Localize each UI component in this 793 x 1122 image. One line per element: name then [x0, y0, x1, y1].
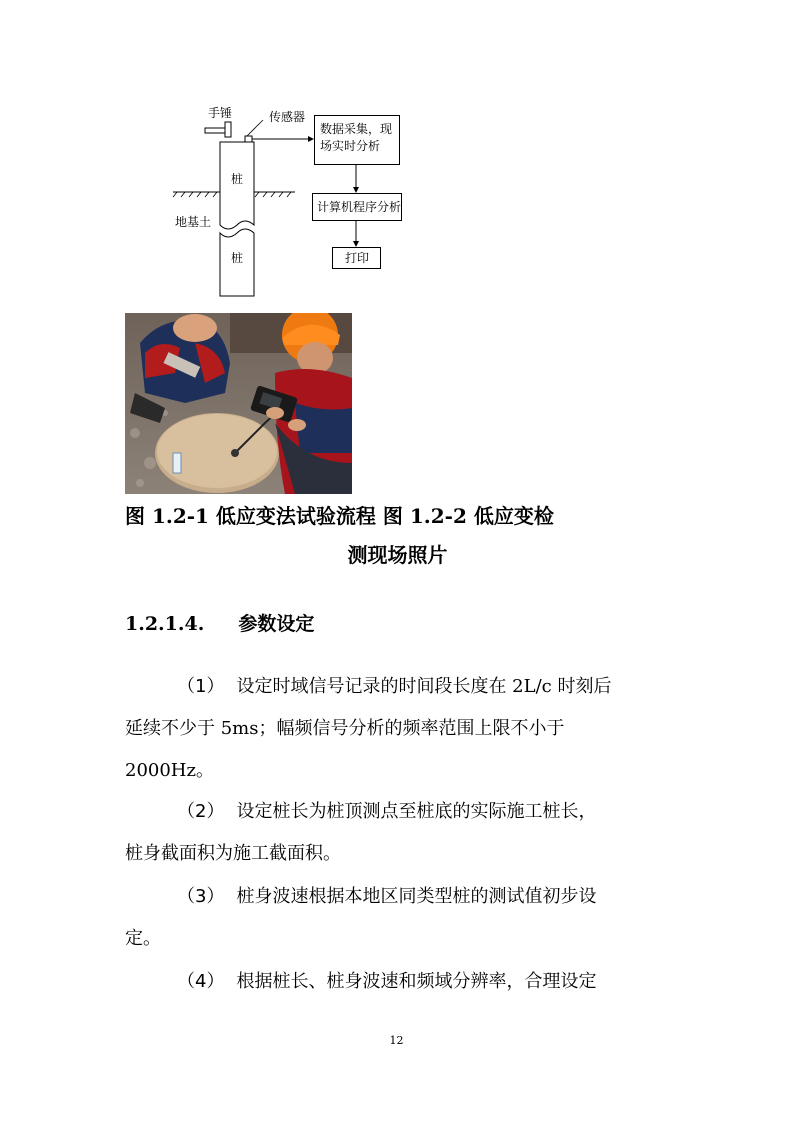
- paragraph-1-line1: 设定时域信号记录的时间段长度在 2L/c 时刻后: [236, 676, 612, 697]
- paragraph-4: [125, 961, 670, 1003]
- paragraph-2: [125, 791, 670, 875]
- site-photo: [125, 313, 352, 494]
- sensor: [245, 136, 252, 142]
- pile-label-bottom: 桩: [231, 251, 244, 265]
- paragraph-2-line1: 设定桩长为桩顶测点至桩底的实际施工桩长，: [236, 801, 597, 822]
- paragraph-3-number: （3）: [177, 886, 225, 907]
- print-box: 打印: [332, 247, 381, 269]
- paragraph-1-number: （1）: [177, 676, 225, 697]
- acquisition-box-line1: 数据采集，现: [320, 122, 393, 136]
- section-title: 参数设定: [238, 613, 315, 635]
- paragraph-1-line2: 延续不少于 5ms；幅频信号分析的频率范围上限不小于: [125, 718, 565, 739]
- section-number: 1.2.1.4.: [125, 613, 205, 635]
- paragraph-1: [125, 666, 670, 792]
- paragraph-4-number: （4）: [177, 971, 225, 992]
- acquisition-box-line2: 场实时分析: [320, 139, 381, 153]
- flow-diagram: [165, 100, 425, 305]
- paragraph-4-line1: 根据桩长、桩身波速和频域分辨率，合理设定: [236, 971, 597, 992]
- sensor-leader: [247, 120, 263, 136]
- paragraph-2-number: （2）: [177, 801, 225, 822]
- paragraph-3-line1: 桩身波速根据本地区同类型桩的测试值初步设: [236, 886, 597, 907]
- section-heading: [125, 604, 314, 644]
- figure-caption-line2: 测现场照片: [347, 543, 448, 567]
- paragraph-3-line2: 定。: [125, 928, 161, 949]
- page-number: 12: [389, 1034, 404, 1047]
- pile-label-top: 桩: [231, 172, 244, 186]
- sensor-label: 传感器: [269, 110, 306, 124]
- paragraph-3: [125, 876, 670, 960]
- hammer-label: 手锤: [208, 106, 233, 120]
- hammer-head: [225, 122, 231, 137]
- paragraph-1-line3: 2000Hz。: [125, 760, 214, 781]
- figure-caption-line1: 图 1.2-1 低应变法试验流程 图 1.2-2 低应变检: [125, 504, 554, 528]
- soil-label: 地基土: [175, 215, 212, 229]
- site-photo-image: [125, 313, 352, 494]
- analysis-box: 计算机程序分析: [312, 193, 402, 221]
- acquisition-box: [314, 115, 400, 165]
- paragraph-2-line2: 桩身截面积为施工截面积。: [125, 843, 341, 864]
- hammer-handle: [205, 128, 225, 133]
